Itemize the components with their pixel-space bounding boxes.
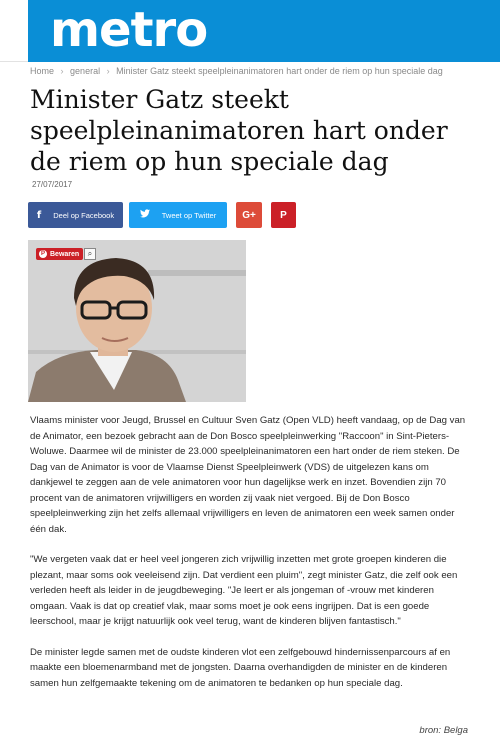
article-date: 27/07/2017 [32,180,73,189]
share-twitter-button[interactable] [129,202,227,228]
share-google-plus-button[interactable] [236,202,262,228]
breadcrumb-separator: › [106,66,110,76]
google-plus-icon: G+ [242,209,256,221]
article-title: Minister Gatz steekt speelpleinanimatoren hart onder de riem op hun speciale dag [30,85,448,176]
breadcrumb-general[interactable]: general [70,66,101,76]
article-photo[interactable] [28,240,246,402]
breadcrumb-current: Minister Gatz steekt speelpleinanimatoren hart onder de riem op hun speciale dag [116,66,443,76]
facebook-icon: f [36,209,42,221]
article-paragraph: Vlaams minister voor Jeugd, Brussel en Cultuur Sven Gatz (Open VLD) heeft vandaag, op de Dag van de Animator, een bezoek gebracht aan de Don Bosco speelpleinwerking "Raccoon" in Sint-Pieters-Woluwe. Daarmee wil de minister de 23.000 speelpleinanimatoren een hart onder de riem steken. De Dag van de Animator is voor de Vlaamse Dienst Speelpleinwerk (VDS) de uitgelezen kans om dankjewel te zeggen aan de vele animatoren voor hun dagelijkse werk en inzet. Bovendien zijn 70 procent van de animatoren vrijwilligers en worden zij vaak niet vergoed. Bij de Don Bosco speelpleinwerking zijn het zelfs allemaal vrijwilligers en leven de animatoren een week samen onder één dak. [30,415,466,535]
share-facebook-label: Deel op Facebook [53,210,115,220]
article-source: bron: Belga [419,725,468,736]
article-paragraph: De minister legde samen met de oudste kinderen vlot een zelfgebouwd hindernissenparcours af en maakte een bloemenarmband met de jongsten. Daarna overhandigden de minister en de kinderen samen hun zelfgemaakte tekening om de animatoren te bedanken op hun speciale dag. [30,646,451,689]
pinterest-save-button[interactable] [36,248,83,260]
save-label: Bewaren [50,250,80,258]
site-header [0,0,500,62]
breadcrumb-home[interactable]: Home [30,66,55,76]
breadcrumb-separator: › [60,66,64,76]
article-paragraph: "We vergeten vaak dat er heel veel jongeren zich vrijwillig inzetten met grote groepen kinderen die plezant, maar soms ook veeleisend zijn. Dat verdient een pluim", zegt minister Gatz, die zelf ook een verleden heeft als leider in de jeugdbeweging. "Je leert er als jongeman of -vrouw met kinderen omgaan. Vaak is dat op creatief vlak, maar soms moet je ook eens ingrijpen. Dat is een goede leerschool, maar je krijgt natuurlijk ook veel terug, want de kinderen blijven fantastisch." [30,554,458,627]
twitter-icon [140,209,150,221]
article-body [30,413,472,706]
metro-logo[interactable]: metro [50,2,208,58]
share-pinterest-button[interactable] [271,202,296,228]
magnifier-icon[interactable]: ⌕ [84,248,96,260]
breadcrumb [30,66,443,76]
logo-banner[interactable] [28,0,500,62]
pinterest-icon: P [280,209,287,221]
share-twitter-label: Tweet op Twitter [161,210,217,220]
share-facebook-button[interactable] [28,202,123,228]
pinterest-icon: P [40,251,45,257]
